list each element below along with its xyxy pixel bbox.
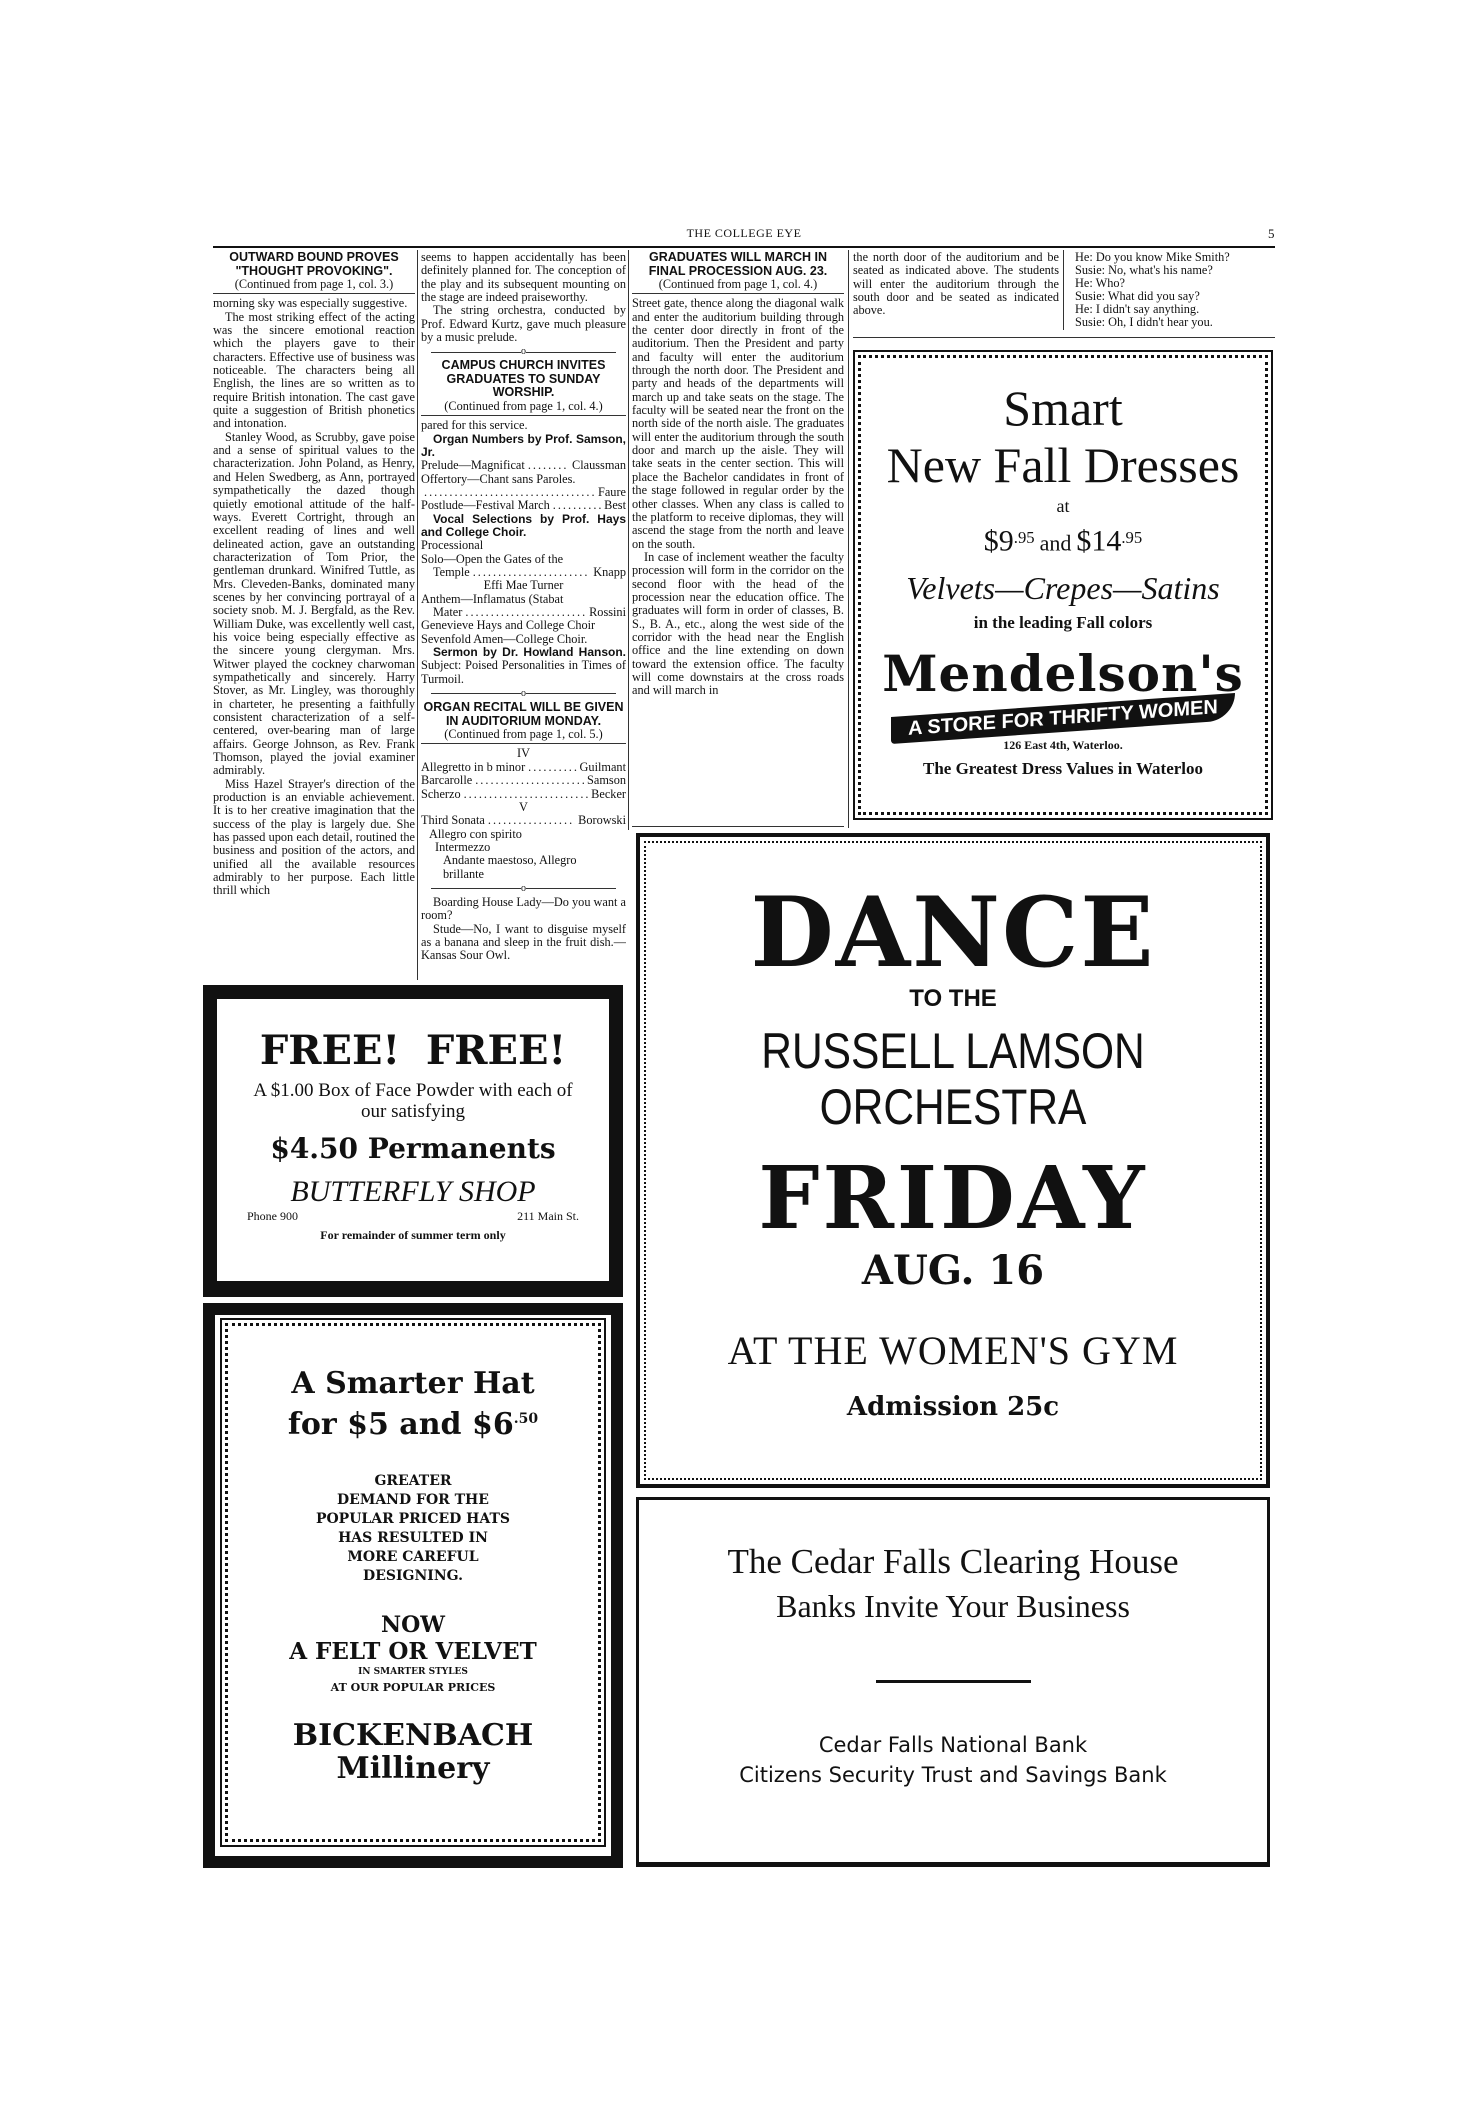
ad-text: TO THE <box>909 985 997 1012</box>
separator: o <box>421 688 626 699</box>
paragraph: Boarding House Lady—Do you want a room? <box>421 894 626 923</box>
sermon-heading: Sermon by Dr. Howland Hanson. <box>433 645 626 660</box>
ad-fabrics: Velvets—Crepes—Satins <box>906 569 1220 606</box>
column-2 <box>421 251 626 981</box>
program-item <box>421 606 626 619</box>
paragraph: The string orchestra, conducted by Prof. Edward Kurtz, gave much pleasure by a music prelude. <box>421 303 626 345</box>
program-item <box>421 566 626 579</box>
performer: Effi Mae Turner <box>483 578 564 593</box>
column-divider <box>417 250 418 980</box>
band-name: ORCHESTRA <box>819 1079 1087 1135</box>
part-number: V <box>519 799 528 814</box>
program-item <box>421 788 626 801</box>
ad-body-line: DESIGNING. <box>363 1568 463 1584</box>
ad-text: and <box>388 1407 472 1442</box>
ad-prices <box>861 518 1265 565</box>
ad-headline: Banks Invite Your Business <box>776 1588 1130 1624</box>
program-item: Anthem—Inflamatus (Stabat <box>421 591 564 606</box>
mendelsons-logo: Mendelson's <box>882 643 1244 703</box>
paragraph: Street gate, thence along the diagonal walk and enter the auditorium building through the center door directly in front of the auditorium. Then the President and party and faculty will enter the auditorium through the north door. The President and party and heads of the departments will march up and take seats on the stage. The faculty will be seated near the front on the north side of the north aisle. The graduates will enter the auditorium through the south door and march up the aisle. They will take seats in the center section. This will place the Bachelor candidates in front of the stage followed in regular order by the other classes. When any class is called to the platform to receive diplomas, they will ascend the stage from the north and leave on the south. <box>632 296 844 551</box>
shop-address: 211 Main St. <box>517 1209 579 1223</box>
composer: Faure <box>598 485 626 499</box>
header-rule <box>213 246 1275 248</box>
ad-inner-border <box>225 1323 601 1842</box>
article-outward-bound <box>213 251 415 981</box>
ad-clearing-house <box>636 1497 1270 1867</box>
ad-headline: A Smarter Hat <box>291 1366 535 1401</box>
piece: Third Sonata <box>421 814 485 828</box>
paragraph: Stude—No, I want to disguise myself as a banana and sleep in the fruit dish.—Kansas Sour Owl. <box>421 921 626 963</box>
movement: Allegro con spirito <box>429 826 522 841</box>
composer: Guilmant <box>579 760 626 774</box>
headline: GRADUATES WILL MARCH IN FINAL PROCESSION AUG. 23. <box>648 251 828 278</box>
dialogue-line: Susie: What did you say? <box>1075 289 1200 303</box>
ad-text: A FELT OR VELVET <box>289 1638 537 1665</box>
ad-dance <box>636 833 1270 1488</box>
program-item: Processional <box>421 538 484 553</box>
shop-name: Millinery <box>336 1751 490 1786</box>
band-name: RUSSELL LAMSON <box>761 1023 1145 1079</box>
composer: Knapp <box>593 566 626 580</box>
ad-prices <box>228 1407 598 1442</box>
ad-text: AT OUR POPULAR PRICES <box>330 1681 496 1694</box>
ad-text: NOW <box>381 1612 445 1638</box>
ad-bickenbach <box>203 1303 623 1868</box>
ad-text: and <box>1039 530 1072 556</box>
separator: o <box>421 883 626 894</box>
composer: Borowski <box>578 814 626 828</box>
price: $9 <box>983 524 1014 558</box>
ad-product: $4.50 Permanents <box>270 1132 556 1165</box>
event-day: FRIDAY <box>758 1148 1148 1249</box>
continued-note: (Continued from page 1, col. 4.) <box>421 400 626 416</box>
dialogue-line: Susie: Oh, I didn't hear you. <box>1075 315 1213 329</box>
dialogue-line: He: I didn't say anything. <box>1075 302 1200 316</box>
paragraph: Stanley Wood, as Scrubby, gave poise and a sense of spiritual values to the characterization. John Poland, as Henry, and Helen Swedberg, as Ann, portrayed sympathetically the dazed though quietly emotional attitude of the half-ways. Everett Cortright, through an excellent reading of lines and well delineated action, gave an outstanding characterization of Tom Prior, the gentleman drunkard. Winifred Tuttle, as Mrs. Cleveden-Banks, dominated many scenes by her convincing portrayal of a society snob. M. J. Bergfald, as the Rev. William Duke, was excellently well cast, his voice being especially effective as the sincere young clergyman. Mrs. Witwer played the cockney charwoman sympathetically and sincerely. Harry Stover, as Mr. Lingley, was thoroughly in charteter, he presenting a faithfully consistent characterization of a self-centered, over-bearing man of large affairs. George Johnson, as Rev. Frank Thomson, played the jovial examiner admirably. <box>213 429 415 778</box>
piece: Prelude—Magnificat <box>421 459 525 473</box>
ad-headline-text: FREE! <box>425 1027 567 1074</box>
piece: Barcarolle <box>421 774 473 788</box>
ad-body-line: POPULAR PRICED HATS <box>315 1511 511 1527</box>
composer: Samson <box>587 774 626 788</box>
divider <box>876 1680 1031 1683</box>
composer: Becker <box>591 787 626 801</box>
column-divider <box>1063 250 1064 330</box>
movement: Intermezzo <box>435 839 491 854</box>
ad-text: for <box>287 1407 348 1442</box>
shop-phone: Phone 900 <box>247 1209 298 1223</box>
program-item <box>421 774 626 787</box>
price: $14 <box>1076 524 1122 558</box>
ad-tagline: The Greatest Dress Values in Waterloo <box>922 758 1204 778</box>
program-item: Offertory—Chant sans Paroles. <box>421 471 576 486</box>
piece: Scherzo <box>421 787 461 801</box>
continued-note: (Continued from page 1, col. 5.) <box>421 728 626 744</box>
joke-dialogue <box>1075 251 1275 329</box>
headline: ORGAN RECITAL WILL BE GIVEN IN AUDITORIUM MONDAY. <box>423 700 624 728</box>
page-number: 5 <box>1268 226 1275 241</box>
page-header <box>213 226 1275 246</box>
program-item: Solo—Open the Gates of the <box>421 551 564 566</box>
price-cents: .50 <box>513 1411 539 1427</box>
price-cents: .95 <box>1121 528 1143 547</box>
composer: Best <box>604 499 626 513</box>
continued-note: (Continued from page 1, col. 4.) <box>632 278 844 294</box>
ad-offer: A $1.00 Box of Face Powder with each of our satisfying <box>253 1080 573 1122</box>
shop-name: BUTTERFLY SHOP <box>290 1175 536 1208</box>
store-address: 126 East 4th, Waterloo. <box>1003 737 1123 752</box>
ad-body <box>228 1472 598 1586</box>
ad-mendelsons <box>858 355 1268 815</box>
paragraph: morning sky was especially suggestive. <box>213 296 408 311</box>
event-admission: Admission 25c <box>846 1392 1060 1422</box>
piece: Mater <box>433 606 463 620</box>
ad-text: in the leading Fall colors <box>973 612 1153 632</box>
piece: Temple <box>433 566 470 580</box>
ad-body-line: MORE CAREFUL <box>347 1549 479 1565</box>
continued-note: (Continued from page 1, col. 3.) <box>213 278 415 294</box>
piece: Allegretto in b minor <box>421 760 526 774</box>
newspaper-title: THE COLLEGE EYE <box>686 226 802 240</box>
rule <box>853 337 1275 338</box>
dialogue-line: Susie: No, what's his name? <box>1075 263 1213 277</box>
program-item <box>421 814 626 827</box>
ad-body-line: GREATER <box>374 1473 452 1489</box>
event-place: AT THE WOMEN'S GYM <box>727 1328 1179 1373</box>
shop-name: BICKENBACH <box>292 1718 534 1753</box>
paragraph: seems to happen accidentally has been definitely planned for. The conception of the play and its subsequent mounting on the stage are indeed praiseworthy. <box>421 251 626 305</box>
column-divider <box>848 250 849 828</box>
ad-headline-text: FREE! <box>259 1027 401 1074</box>
column-divider <box>628 250 629 830</box>
performer: Genevieve Hays and College Choir <box>421 618 596 633</box>
ad-body-line: HAS RESULTED IN <box>338 1530 488 1546</box>
program-item: Sevenfold Amen—College Choir. <box>421 631 588 646</box>
ad-headline <box>247 1027 579 1074</box>
article-continued <box>853 251 1059 331</box>
program-item <box>421 486 626 499</box>
paragraph: The most striking effect of the acting was the sincere emotional reaction which the players gave to their characters. Effective use of business was noticeable. The characters being all English, the lines are so written as to require British intonation. The cast gave quite a suggestion of British phonetics and intonation. <box>213 309 415 431</box>
price: $6 <box>471 1407 514 1442</box>
ad-text: IN SMARTER STYLES <box>358 1667 468 1677</box>
headline: OUTWARD BOUND PROVES "THOUGHT PROVOKING". <box>229 251 399 278</box>
bank-name: Cedar Falls National Bank <box>818 1733 1088 1757</box>
ad-headline: DANCE <box>750 876 1156 989</box>
ad-text: at <box>1056 496 1070 516</box>
dialogue-line: He: Do you know Mike Smith? <box>1075 251 1230 264</box>
composer: Rossini <box>589 606 626 620</box>
movement: Andante maestoso, Allegro brillante <box>443 853 577 881</box>
part-number: IV <box>517 746 530 761</box>
program-item <box>421 459 626 472</box>
dialogue-line: He: Who? <box>1075 276 1125 290</box>
price: $5 <box>347 1407 389 1442</box>
article-graduates-march <box>632 251 844 826</box>
ad-headline: Smart <box>1003 380 1123 436</box>
ad-headline: The Cedar Falls Clearing House <box>727 1542 1179 1581</box>
headline: CAMPUS CHURCH INVITES GRADUATES TO SUNDAY WORSHIP. <box>441 358 606 400</box>
ad-headline: New Fall Dresses <box>886 437 1240 493</box>
composer: Claussman <box>572 459 626 473</box>
price-cents: .95 <box>1013 528 1035 547</box>
bank-name: Citizens Security Trust and Savings Bank <box>739 1763 1167 1787</box>
piece: Postlude—Festival March <box>421 499 550 513</box>
paragraph: the north door of the auditorium and be seated as indicated above. The students will enter the auditorium through the south door and be seated as indicated above. <box>853 251 1059 318</box>
paragraph: pared for this service. <box>421 418 528 433</box>
store-banner: A STORE FOR THRIFTY WOMEN <box>891 693 1235 744</box>
ad-note: For remainder of summer term only <box>320 1228 506 1242</box>
sermon-subject: Subject: Poised Personalities in Times of Turmoil. <box>421 658 626 686</box>
program-item <box>421 761 626 774</box>
rule <box>632 826 844 827</box>
ad-butterfly-shop <box>203 985 623 1297</box>
paragraph: Miss Hazel Strayer's direction of the production is an enviable achievement. It is to her creative imagination that the success of the play is largely due. She has passed upon each detail, routined the business and position of the actors, and unified all the available resources admirably to her purpose. Each little thrill which <box>213 776 415 898</box>
subheading: Organ Numbers by Prof. Samson, Jr. <box>421 431 626 459</box>
ad-body-line: DEMAND FOR THE <box>337 1492 489 1508</box>
separator: o <box>421 346 626 357</box>
program-item <box>421 499 626 512</box>
event-date: AUG. 16 <box>861 1247 1045 1294</box>
subheading: Vocal Selections by Prof. Hays and College Choir. <box>421 511 626 539</box>
paragraph: In case of inclement weather the faculty procession will form in the corridor on the second floor with the head of the procession near the education office. The graduates will form in order of classes, B. S., B. A., etc., along the west side of the corridor with the head near the English office and the line extending on down toward the extension office. The faculty will come downstairs at the cross roads and will march in <box>632 549 844 698</box>
